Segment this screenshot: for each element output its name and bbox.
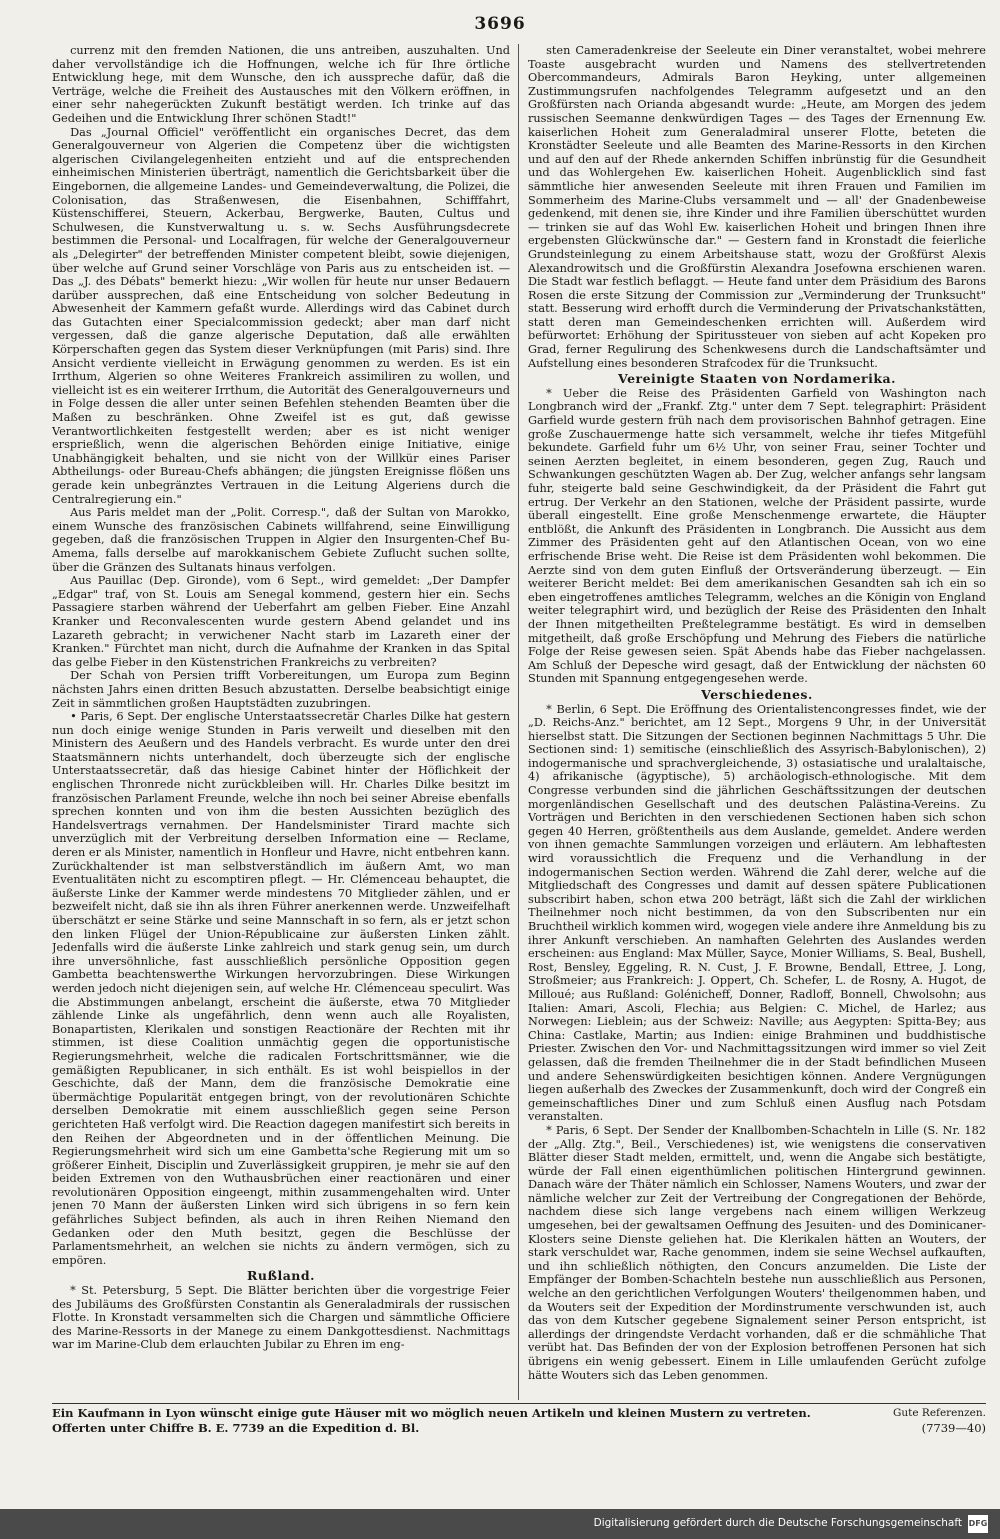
advertisement xyxy=(52,1406,986,1436)
left-column xyxy=(52,44,510,1400)
article-paragraph: Der Schah von Persien trifft Vorbereitungen, um Europa zum Beginn nächsten Jahrs einen dritten Besuch abzustatten. Derselbe beabsichtigt einige Zeit in sämmtlichen großen Hauptstädten zuzubringen. xyxy=(52,669,510,710)
section-heading: Verschiedenes. xyxy=(701,686,813,702)
article-paragraph: currenz mit den fremden Nationen, die uns antreiben, auszuhalten. Und daher vervollständige ich die Hoffnungen, welche ich für Ihre örtliche Entwicklung hege, mit dem Wunsche, den ich ausspreche dafür, daß die Verträge, welche die Freiheit des Austausches mit den Völkern eröffnen, in einer sehr nahegerückten Zukunft bestätigt werden. Ich trinke auf das Gedeihen und die Entwicklung Ihrer schönen Stadt!" xyxy=(52,44,510,125)
article-paragraph: Aus Pauillac (Dep. Gironde), vom 6 Sept., wird gemeldet: „Der Dampfer „Edgar" traf, von St. Louis am Senegal kommend, gestern hier ein. Sechs Passagiere starben während der Ueberfahrt am gelben Fieber. Eine Anzahl Kranker und Reconvalescenten wurde gestern Abend gelandet und ins Lazareth gebracht; in verwichener Nacht starb im Lazareth einer der Kranken." Fürchtet man nicht, durch die Aufnahme der Kranken in das Spital das gelbe Fieber in den Küstenstrichen Frankreichs zu verbreiten? xyxy=(52,574,510,669)
article-paragraph: • Paris, 6 Sept. Der englische Unterstaatssecretär Charles Dilke hat gestern nun doch einige wenige Stunden in Paris verweilt und dieselben mit den Ministern des Aeußern und des Handels verbracht. Es wurde unter den drei Staatsmännern nichts unterhandelt, doch überzeugte sich der englische Unterstaatssecretär, daß das hiesige Cabinet hinter der Höflichkeit der englischen Thronrede nicht zurückbleiben will. Hr. Charles Dilke besitzt im französischen Parlament Freunde, welche ihn noch bei seiner Abreise ebenfalls sprechen konnten und von ihm die besten Aussichten bezüglich des Handelsvertrags vernahmen. Der Handelsminister Tirard machte sich unverzüglich mit der Verbreitung derselben Information eine — Reclame, deren er als Minister, namentlich in Honfleur und Havre, nicht entbehren kann. Zurückhaltender ist man selbstverständlich im äußern Amt, wo man Eventualitäten nicht zu escomptiren pflegt. — Hr. Clémenceau behauptet, die äußerste Linke der Kammer werde mindestens 70 Mitglieder zählen, und er bezweifelt nicht, daß sie ihn als ihren Führer anerkennen werde. Unzweifelhaft überschätzt er seine Stärke und seine Mannschaft in so fern, als er jetzt schon den linken Flügel der Union-Républicaine zur äußersten Linken zählt. Jedenfalls wird die äußerste Linke zahlreich und stark genug sein, um durch ihre unversöhnliche, fast ausschließlich persönliche Opposition gegen Gambetta beachtenswerthe Wirkungen hervorzubringen. Diese Wirkungen werden jedoch nicht diejenigen sein, auf welche Hr. Clémenceau speculirt. Was die Abstimmungen anbelangt, erscheint die äußerste, etwa 70 Mitglieder zählende Linke als ungefährlich, denn wenn auch alle Royalisten, Bonapartisten, Klerikalen und sonstigen Reactionäre der Rechten mit ihr stimmen, ist diese Coalition unmächtig gegen die opportunistische Regierungsmehrheit, welche die radicalen Fortschrittsmänner, wie die gemäßigten Republicaner, in sich enthält. Es ist wohl beispiellos in der Geschichte, daß der Mann, dem die französische Demokratie eine übermächtige Popularität entgegen bringt, von der revolutionären Schichte derselben Demokratie mit einem ausschließlich gegen seine Person gerichteten Haß verfolgt wird. Die Reaction dagegen manifestirt sich bereits in den Reihen der Abgeordneten und in der öffentlichen Meinung. Die Regierungsmehrheit wird sich um eine Gambetta'sche Regierung mit um so größerer Einheit, Disciplin und Zuverlässigkeit gruppiren, je mehr sie auf den beiden Extremen von den Wuthausbrüchen einer reactionären und einer revolutionären Opposition eingeengt, mithin zusammengehalten wird. Unter jenen 70 Mann der äußersten Linken wird sich übrigens in so fern kein gefährliches Subject befinden, als auch in ihren Reihen Niemand den Gedanken oder den Muth besitzt, gegen die Beschlüsse der Parlamentsmehrheit, an welchen sie nichts zu ändern vermögen, sich zu empören. xyxy=(52,710,510,1267)
article-paragraph: * Ueber die Reise des Präsidenten Garfield von Washington nach Longbranch wird der „Frankf. Ztg." unter dem 7 Sept. telegraphirt: Präsident Garfield wurde gestern früh nach dem provisorischen Bahnhof getragen. Eine große Zuschauermenge hatte sich versammelt, welche ihr tiefes Mitgefühl bekundete. Garfield fuhr um 6½ Uhr, von seiner Frau, seiner Tochter und seinen Aerzten begleitet, in einem besonderen, gegen Zug, Rauch und Schwankungen geschützten Wagen ab. Der Zug, welcher anfangs sehr langsam fuhr, steigerte bald seine Geschwindigkeit, da der Präsident die Fahrt gut ertrug. Der Verkehr an den Stationen, welche der Präsident passirte, wurde überall eingestellt. Eine große Menschenmenge erwartete, die Häupter entblößt, die Ankunft des Präsidenten in Longbranch. Die Aussicht aus dem Zimmer des Präsidenten geht auf den Atlantischen Ocean, von wo eine erfrischende Brise weht. Die Reise ist dem Präsidenten wohl bekommen. Die Aerzte sind von dem guten Einfluß der Ortsveränderung überzeugt. — Ein weiterer Bericht meldet: Bei dem amerikanischen Gesandten sah ich ein so eben eingetroffenes amtliches Telegramm, welches an die Königin von England weiter telegraphirt wird, und bezüglich der Reise des Präsidenten den Inhalt der Ihnen mitgetheilten Preßtelegramme bestätigt. Es wird in demselben mitgetheilt, daß große Erschöpfung und Mehrung des Fiebers die natürliche Folge der Reise gewesen seien. Spät Abends habe das Fieber nachgelassen. Am Schluß der Depesche wird gesagt, daß der Entwicklung der nächsten 60 Stunden mit Spannung entgegengesehen werde. xyxy=(528,386,986,686)
advertisement-number: (7739—40) xyxy=(921,1421,986,1435)
advertisement-line-2: Offerten unter Chiffre B. E. 7739 an die Expedition d. Bl. xyxy=(52,1421,420,1435)
article-paragraph: Aus Paris meldet man der „Polit. Corresp.", daß der Sultan von Marokko, einem Wunsche des französischen Cabinets willfahrend, seine Einwilligung gegeben, daß die französischen Truppen in Algier den Insurgenten-Chef Bu-Amema, falls derselbe auf marokkanischem Gebiete Zuflucht suchen sollte, über die Gränzen des Sultanats hinaus verfolgen. xyxy=(52,506,510,574)
footer-bar xyxy=(0,1509,1000,1539)
dfg-logo-icon: DFG xyxy=(968,1515,988,1533)
article-paragraph: * Berlin, 6 Sept. Die Eröffnung des Orientalistencongresses findet, wie der „D. Reichs-Anz." berichtet, am 12 Sept., Morgens 9 Uhr, in der Universität hierselbst statt. Die Sitzungen der Sectionen beginnen Nachmittags 5 Uhr. Die Sectionen sind: 1) semitische (einschließlich des Assyrisch-Babylonischen), 2) indogermanische und sprachvergleichende, 3) ostasiatische und uralaltaische, 4) afrikanische (ägyptische), 5) archäologisch-ethnologische. Mit dem Congresse verbunden sind die jährlichen Geschäftssitzungen der deutschen morgenländischen Gesellschaft und des deutschen Palästina-Vereins. Zu Vorträgen und Berichten in den verschiedenen Sectionen haben sich schon gegen 40 Herren, größtentheils aus dem Auslande, gemeldet. Andere werden von ihnen gemachte Sammlungen vorzeigen und erläutern. Am lebhaftesten wird voraussichtlich die Frequenz und die Verhandlung in der indogermanischen Section werden. Während die Zahl derer, welche auf die Mitgliedschaft des Congresses und damit auf dessen spätere Publicationen subscribirt haben, schon etwa 200 beträgt, läßt sich die Zahl der wirklichen Theilnehmer noch nicht bestimmen, da von den Subscribenten nur ein Bruchtheil wirklich kommen wird, wogegen viele andere ihre Anmeldung bis zu ihrer Ankunft verschieben. An namhaften Gelehrten des Auslandes werden erscheinen: aus England: Max Müller, Sayce, Monier Williams, S. Beal, Bushell, Rost, Bensley, Eggeling, R. N. Cust, J. F. Browne, Bendall, Ettree, J. Long, Stroßmeier; aus Frankreich: J. Oppert, Ch. Schefer, L. de Rosny, A. Hugot, de Milloué; aus Rußland: Golénicheff, Donner, Radloff, Bonnell, Chwolsohn; aus Italien: Amari, Ascoli, Flechia; aus Belgien: C. Michel, de Harlez; aus Norwegen: Lieblein; aus der Schweiz: Naville; aus Aegypten: Spitta-Bey; aus China: Castlake, Martin; aus Indien: einige Brahminen und buddhistische Priester. Zwischen den Vor- und Nachmittagssitzungen wird immer so viel Zeit gelassen, daß die fremden Theilnehmer die in der Stadt befindlichen Museen und andere Sehenswürdigkeiten besichtigen können. Andere Vergnügungen liegen außerhalb des Zweckes der Zusammenkunft, doch wird der Congreß ein gemeinschaftliches Diner und zum Schluß einen Ausflug nach Potsdam veranstalten. xyxy=(528,702,986,1124)
page-number: 3696 xyxy=(474,14,526,34)
section-heading: Rußland. xyxy=(246,1268,315,1284)
advertisement-line-1: Ein Kaufmann in Lyon wünscht einige gute Häuser mit wo möglich neuen Artikeln und kleinen Mustern zu vertreten. xyxy=(52,1406,811,1420)
article-paragraph: * Paris, 6 Sept. Der Sender der Knallbomben-Schachteln in Lille (S. Nr. 182 der „Allg. Ztg.", Beil., Verschiedenes) ist, wie wenigstens die conservativen Blätter dieser Stadt melden, ermittelt, und, wenn die Angabe sich bestätigte, würde der Fall einen eigenthümlichen politischen Hintergrund gewinnen. Danach wäre der Thäter nämlich ein Schlosser, Namens Wouters, und zwar der nämliche welcher zur Zeit der Vertreibung der Congregationen der Behörde, nachdem diese sich lange vergebens nach einem willigen Werkzeug umgesehen, bei der gewaltsamen Oeffnung des Jesuiten- und des Dominicaner-Klosters seine Dienste geliehen hat. Die Klerikalen hätten an Wouters, der stark verschuldet war, Rache genommen, indem sie seine Wechsel aufkauften, und ihn schließlich nöthigten, den Concurs anzumelden. Die Liste der Empfänger der Bomben-Schachteln bestehe nun ausschließlich aus Personen, welche an den gerichtlichen Verfolgungen Wouters' theilgenommen haben, und da Wouters seit der Expedition der Mordinstrumente verschwunden ist, auch das von dem Kutscher gegebene Signalement seiner Person entspricht, ist allerdings der dringendste Verdacht vorhanden, daß er die schmähliche That verübt hat. Das Befinden der von der Explosion betroffenen Personen hat sich übrigens ein wenig gebessert. Einem in Lille umlaufenden Gerücht zufolge hätte Wouters sich das Leben genommen. xyxy=(528,1123,986,1382)
article-paragraph: * St. Petersburg, 5 Sept. Die Blätter berichten über die vorgestrige Feier des Jubiläums des Großfürsten Constantin als Generaladmirals der russischen Flotte. In Kronstadt versammelten sich die Chargen und sämmtliche Officiere des Marine-Ressorts in der Manege zu einem Dankgottesdienst. Nachmittags war im Marine-Club dem erlauchten Jubilar zu Ehren im eng- xyxy=(52,1284,510,1352)
article-paragraph: sten Cameradenkreise der Seeleute ein Diner veranstaltet, wobei mehrere Toaste ausgebracht wurden und Namens des stellvertretenden Obercommandeurs, Admirals Baron Heyking, unter allgemeinen Zustimmungsrufen nachfolgendes Telegramm aufgesetzt und an den Großfürsten nach Orianda abgesandt wurde: „Heute, am Morgen des jedem russischen Seemanne denkwürdigen Tages — des Tages der Ernennung Ew. kaiserlichen Hoheit zum Generaladmiral unserer Flotte, beteten die Kronstädter Seeleute und alle Beamten des Marine-Ressorts in den Kirchen und auf den auf der Rhede ankernden Schiffen inbrünstig für die Gesundheit und das Wohlergehen Ew. kaiserlichen Hoheit. Augenblicklich sind fast sämmtliche hier anwesenden Seeleute mit ihren Frauen und Familien im Sommerheim des Marine-Clubs versammelt und — all' der Gnadenbeweise gedenkend, mit denen sie, ihre Kinder und ihre Familien überschüttet wurden — trinken sie auf das Wohl Ew. kaiserlichen Hoheit und bringen Ihnen ihre ergebensten Glückwünsche dar." — Gestern fand in Kronstadt die feierliche Grundsteinlegung zu einem Arbeitshause statt, wozu der Großfürst Alexis Alexandrowitsch und die Großfürstin Alexandra Josefowna erschienen waren. Die Stadt war festlich beflaggt. — Heute fand unter dem Präsidium des Barons Rosen die erste Sitzung der Commission zur „Verminderung der Trunksucht" statt. Besserung wird erhofft durch die Verminderung der Privatschankstätten, statt deren man Gemeindeschenken errichten will. Außerdem wird befürwortet: Erhöhung der Spiritussteuer von sieben auf acht Kopeken pro Grad, ferner Regulirung des Schenkwesens durch die Landschaftsämter und Aufstellung eines besonderen Strafcodex für die Trunksucht. xyxy=(528,44,986,370)
column-divider xyxy=(518,44,519,1400)
right-column xyxy=(528,44,986,1400)
advertisement-references: Gute Referenzen. xyxy=(893,1407,986,1419)
article-paragraph: Das „Journal Officiel" veröffentlicht ein organisches Decret, das dem Generalgouverneur von Algerien die Competenz über die wichtigsten algerischen Civilangelegenheiten entzieht und auf die entsprechenden einheimischen Ministerien überträgt, namentlich die Gerichtsbarkeit über die Eingebornen, die allgemeine Landes- und Gemeindeverwaltung, die Polizei, die Colonisation, das Straßenwesen, die Eisenbahnen, Schifffahrt, Küstenschifferei, Steuern, Ackerbau, Bergwerke, Bauten, Cultus und Schulwesen, die Kunstverwaltung u. s. w. Sechs Ausführungsdecrete bestimmen die Personal- und Localfragen, für welche der Generalgouverneur als „Delegirter" der betreffenden Minister competent bleibt, sowie diejenigen, über welche auf Grund seiner Vorschläge von Paris aus zu entscheiden ist. — Das „J. des Débats" bemerkt hiezu: „Wir wollen für heute nur unser Bedauern darüber aussprechen, daß eine Entscheidung von solcher Bedeutung in Abwesenheit der Kammern gefaßt wurde. Allerdings wird das Cabinet durch das Gutachten einer Specialcommission gedeckt; aber man darf nicht vergessen, daß die ganze algerische Deputation, daß alle erwählten Körperschaften gegen das System dieser Verknüpfungen (mit Paris) sind. Ihre Ansicht verdiente vielleicht in Erwägung genommen zu werden. Es ist ein Irrthum, Algerien so ohne Weiteres Frankreich assimiliren zu wollen, und vielleicht ist es ein weiterer Irrthum, die Autorität des Generalgouverneurs und in Folge dessen die aller unter seinen Befehlen stehenden Beamten über die Maßen zu beschränken. Ohne Zweifel ist es gut, daß gewisse Verantwortlichkeiten festgestellt werden; aber es ist nicht weniger ersprießlich, wenn die algerischen Behörden einige Initiative, einige Unabhängigkeit behalten, und sie nicht von der Willkür eines Pariser Abtheilungs- oder Bureau-Chefs abhängen; die jüngsten Ereignisse flößen uns gerade kein unbegränztes Vertrauen in die Leitung Algeriens durch die Centralregierung ein." xyxy=(52,125,510,506)
section-heading: Vereinigte Staaten von Nordamerika. xyxy=(618,371,896,387)
advertisement-divider xyxy=(52,1403,986,1404)
footer-text: Digitalisierung gefördert durch die Deutsche Forschungsgemeinschaft xyxy=(593,1517,962,1529)
